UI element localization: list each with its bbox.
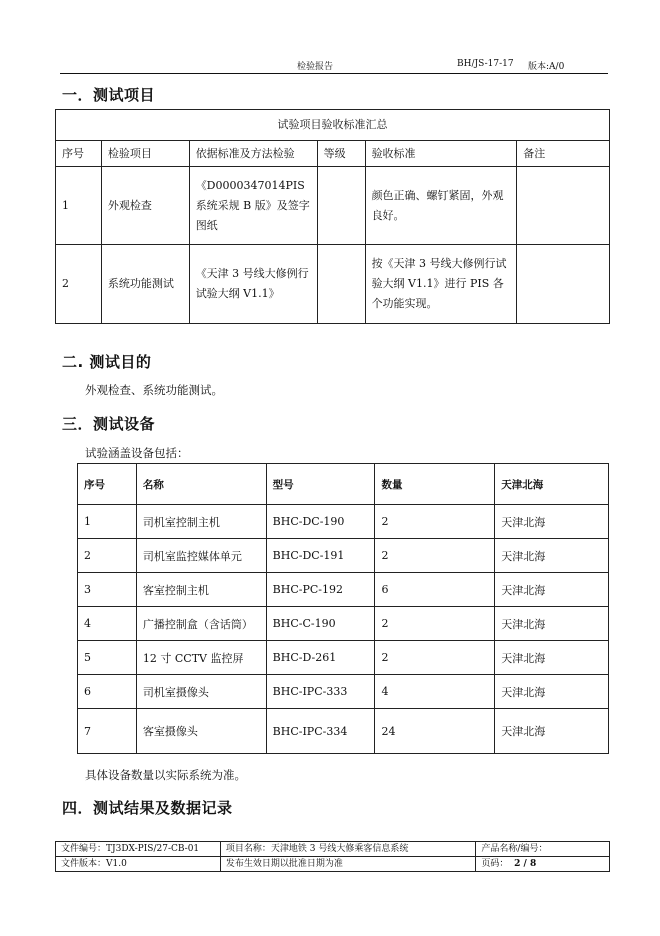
cell-model: BHC-DC-191 [266,539,375,573]
cell-name: 12 寸 CCTV 监控屏 [136,641,266,675]
test-items-table [55,109,610,324]
column-header: 天津北海 [495,464,609,505]
cell-remark [517,167,610,245]
cell-item: 外观检查 [101,167,189,245]
cell-model: BHC-PC-192 [266,573,375,607]
cell-acceptance: 按《天津 3 号线大修例行试验大纲 V1.1》进行 PIS 各个功能实现。 [365,245,517,324]
cell-standard: 《D0000347014PIS 系统采规 B 版》及签字图纸 [189,167,317,245]
column-header: 验收标准 [365,141,517,167]
column-header: 等级 [317,141,365,167]
cell-name: 客室摄像头 [136,709,266,754]
cell-no: 1 [78,505,137,539]
cell-acceptance: 颜色正确、螺钉紧固，外观良好。 [365,167,517,245]
table-row [78,539,609,573]
cell-model: BHC-IPC-333 [266,675,375,709]
cell-no: 7 [78,709,137,754]
table-row [78,641,609,675]
cell-site: 天津北海 [495,505,609,539]
cell-grade [317,245,365,324]
column-header: 序号 [78,464,137,505]
column-header: 检验项目 [101,141,189,167]
table-row [78,573,609,607]
header-doc-code: BH/JS-17-17 [457,59,514,69]
section-title-equipment: 三．测试设备 [62,415,156,433]
cell-no: 5 [78,641,137,675]
cell-site: 天津北海 [495,573,609,607]
column-header: 序号 [56,141,102,167]
cell-no: 3 [78,573,137,607]
cell-site: 天津北海 [495,641,609,675]
column-header: 备注 [517,141,610,167]
cell-qty: 2 [375,641,495,675]
cell-no: 1 [56,167,102,245]
cell-no: 6 [78,675,137,709]
footer-file-no: 文件编号：TJ3DX-PIS/27-CB-01 [56,842,221,857]
table-row [78,675,609,709]
header-title: 检验报告 [297,62,334,72]
cell-qty: 6 [375,573,495,607]
column-header: 数量 [375,464,495,505]
table-row [56,167,610,245]
cell-qty: 24 [375,709,495,754]
table-row [78,607,609,641]
cell-no: 2 [78,539,137,573]
cell-name: 客室控制主机 [136,573,266,607]
footer-page [476,857,610,872]
cell-name: 司机室监控媒体单元 [136,539,266,573]
cell-no: 2 [56,245,102,324]
header-rule [60,73,608,74]
footer-project: 项目名称：天津地铁 3 号线大修乘客信息系统 [220,842,476,857]
cell-site: 天津北海 [495,709,609,754]
cell-grade [317,167,365,245]
section-title-test-items: 一．测试项目 [62,86,156,104]
cell-name: 广播控制盒（含话筒） [136,607,266,641]
equipment-note: 具体设备数量以实际系统为准。 [85,768,246,782]
table-caption: 试验项目验收标准汇总 [56,110,610,141]
footer-release: 发布生效日期以批准日期为准 [220,857,476,872]
cell-qty: 2 [375,607,495,641]
header-version: 版本:A/0 [528,62,565,72]
cell-model: BHC-D-261 [266,641,375,675]
footer-product: 产品名称/编号： [476,842,610,857]
cell-no: 4 [78,607,137,641]
footer-page-number: 2 / 8 [514,858,537,869]
section-title-results: 四．测试结果及数据记录 [62,799,233,817]
cell-qty: 2 [375,505,495,539]
purpose-text: 外观检查、系统功能测试。 [85,383,223,397]
footer-file-version: 文件版本：V1.0 [56,857,221,872]
column-header: 依据标准及方法检验 [189,141,317,167]
cell-model: BHC-DC-190 [266,505,375,539]
equipment-intro: 试验涵盖设备包括： [85,446,189,460]
cell-standard: 《天津 3 号线大修例行试验大纲 V1.1》 [189,245,317,324]
cell-name: 司机室控制主机 [136,505,266,539]
cell-site: 天津北海 [495,607,609,641]
equipment-table [77,463,609,754]
cell-item: 系统功能测试 [101,245,189,324]
cell-site: 天津北海 [495,539,609,573]
cell-site: 天津北海 [495,675,609,709]
cell-qty: 2 [375,539,495,573]
table-row [56,245,610,324]
footer-table [55,841,610,872]
cell-name: 司机室摄像头 [136,675,266,709]
section-title-purpose: 二. 测试目的 [62,353,152,371]
cell-model: BHC-C-190 [266,607,375,641]
cell-remark [517,245,610,324]
column-header: 名称 [136,464,266,505]
table-row [78,505,609,539]
table-row [78,709,609,754]
cell-model: BHC-IPC-334 [266,709,375,754]
footer-page-label: 页码： [481,858,509,869]
cell-qty: 4 [375,675,495,709]
column-header: 型号 [266,464,375,505]
